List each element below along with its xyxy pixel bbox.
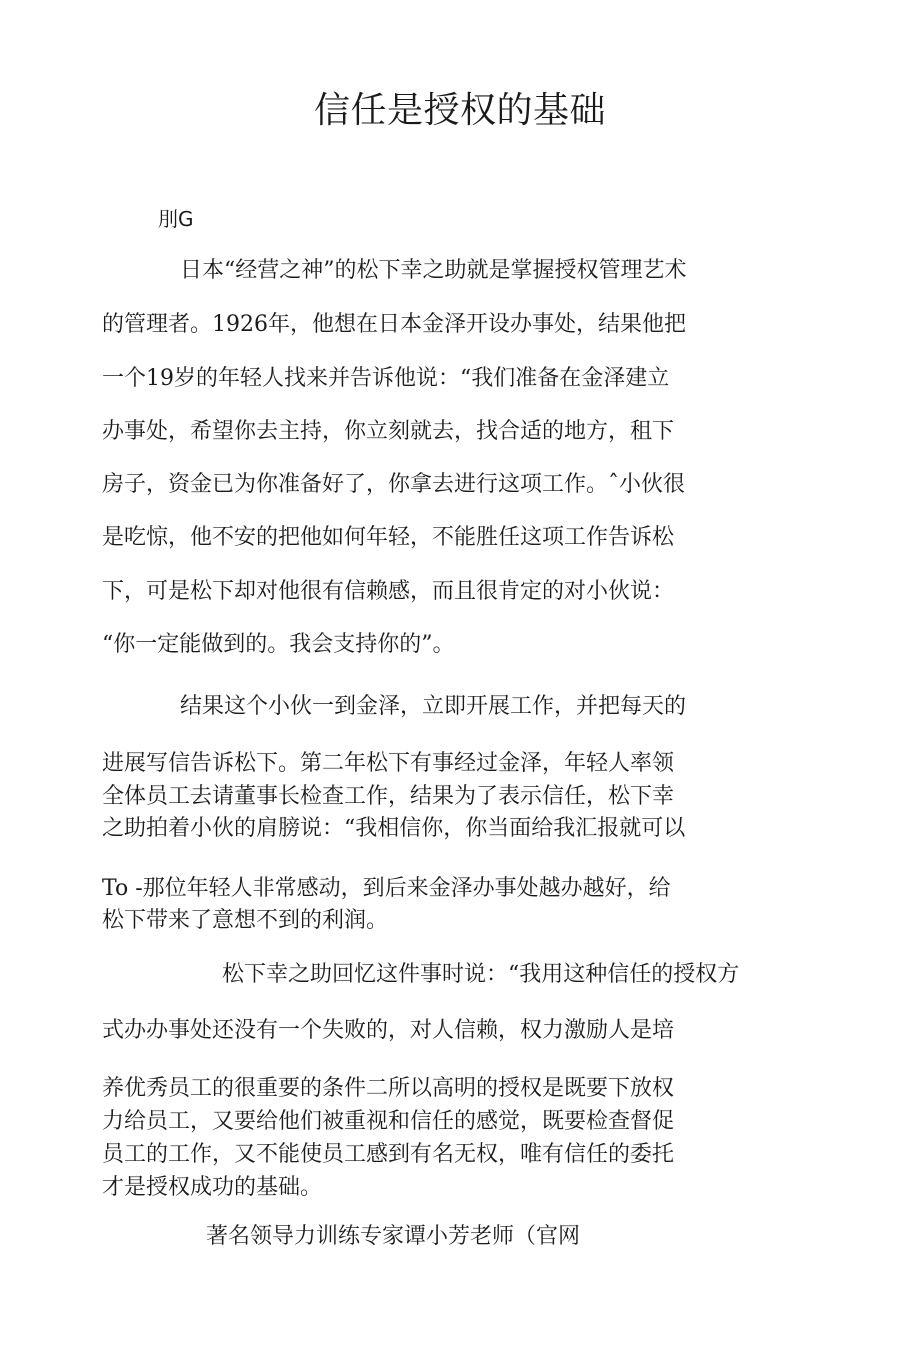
preface-heading: 刖G: [158, 207, 194, 231]
body-line: 式办办事处还没有一个失败的，对人信赖，权力激励人是培: [102, 1018, 675, 1043]
body-line: 一个19岁的年轻人找来并告诉他说：“我们准备在金泽建立: [102, 366, 670, 391]
body-line: 员工的工作，又不能使员工感到有名无权，唯有信任的委托: [102, 1142, 675, 1167]
body-line: 才是授权成功的基础。: [102, 1175, 323, 1200]
body-line: 松下幸之助回忆这件事时说：“我用这种信任的授权方: [222, 962, 740, 987]
body-line: 全体员工去请董事长检查工作，结果为了表示信任，松下幸: [102, 784, 675, 809]
body-line: 松下带来了意想不到的利润。: [102, 908, 389, 933]
body-line: 之助拍着小伙的肩膀说：“我相信你，你当面给我汇报就可以: [102, 816, 686, 841]
body-line: 结果这个小伙一到金泽，立即开展工作，并把每天的: [180, 694, 687, 719]
body-line: 是吃惊，他不安的把他如何年轻，不能胜任这项工作告诉松: [102, 525, 675, 550]
body-line: 下，可是松下却对他很有信赖感，而且很肯定的对小伙说：: [102, 579, 675, 604]
body-line: 进展写信告诉松下。第二年松下有事经过金泽，年轻人率领: [102, 751, 675, 776]
body-line: 力给员工，又要给他们被重视和信任的感觉，既要检查督促: [102, 1109, 675, 1134]
body-line: “你一定能做到的。我会支持你的”。: [102, 632, 455, 657]
body-line: 日本“经营之神”的松下幸之助就是掌握授权管理艺术: [180, 258, 687, 283]
body-line: To -那位年轻人非常感动，到后来金泽办事处越办越好，给: [102, 876, 671, 901]
document-title: 信任是授权的基础: [313, 90, 606, 131]
body-line: 房子，资金已为你准备好了，你拿去进行这项工作。ˆ小伙很: [102, 472, 686, 497]
body-line: 的管理者。1926年，他想在日本金泽开设办事处，结果他把: [102, 312, 686, 337]
body-line: 办事处，希望你去主持，你立刻就去，找合适的地方，租下: [102, 419, 675, 444]
body-line: 著名领导力训练专家谭小芳老师（官网: [206, 1224, 581, 1249]
body-line: 养优秀员工的很重要的条件二所以高明的授权是既要下放权: [102, 1076, 675, 1101]
